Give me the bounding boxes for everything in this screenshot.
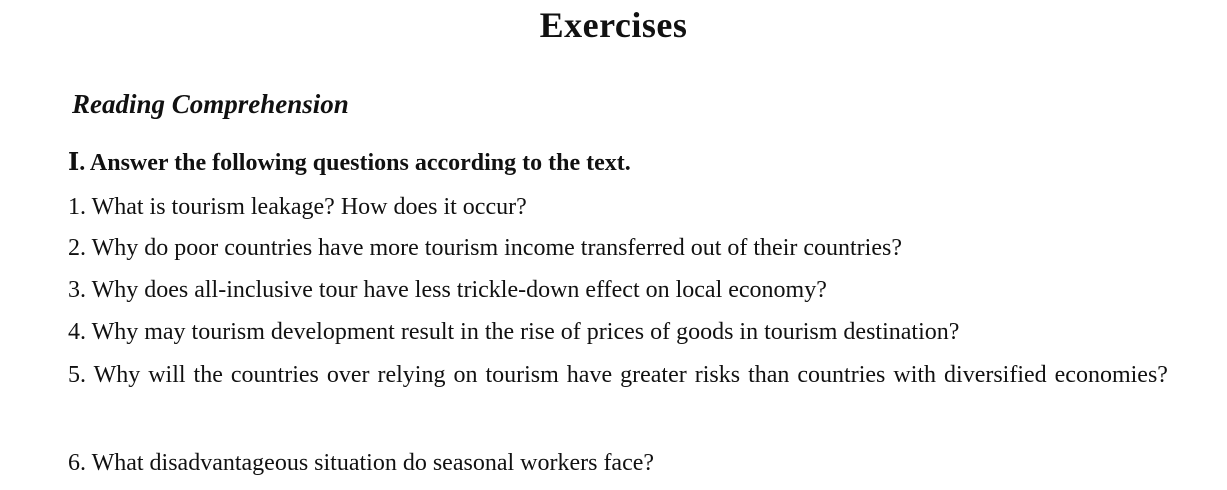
question-item-5: 5. Why will the countries over relying on tourism have greater risks than countries with diversified economies? (68, 362, 1168, 388)
question-item-2: 2. Why do poor countries have more tourism income transferred out of their countries? (68, 235, 902, 261)
instruction-text: Ⅰ. Answer the following questions according to the text. (68, 150, 631, 176)
question-item-6: 6. What disadvantageous situation do seasonal workers face? (68, 450, 655, 476)
question-item-3: 3. Why does all-inclusive tour have less trickle-down effect on local economy? (68, 277, 827, 303)
question-item-4: 4. Why may tourism development result in the rise of prices of goods in tourism destination? (68, 319, 960, 345)
section-heading: Reading Comprehension (72, 89, 349, 119)
question-item-1: 1. What is tourism leakage? How does it occur? (68, 194, 527, 220)
page-title: Exercises (539, 5, 688, 45)
